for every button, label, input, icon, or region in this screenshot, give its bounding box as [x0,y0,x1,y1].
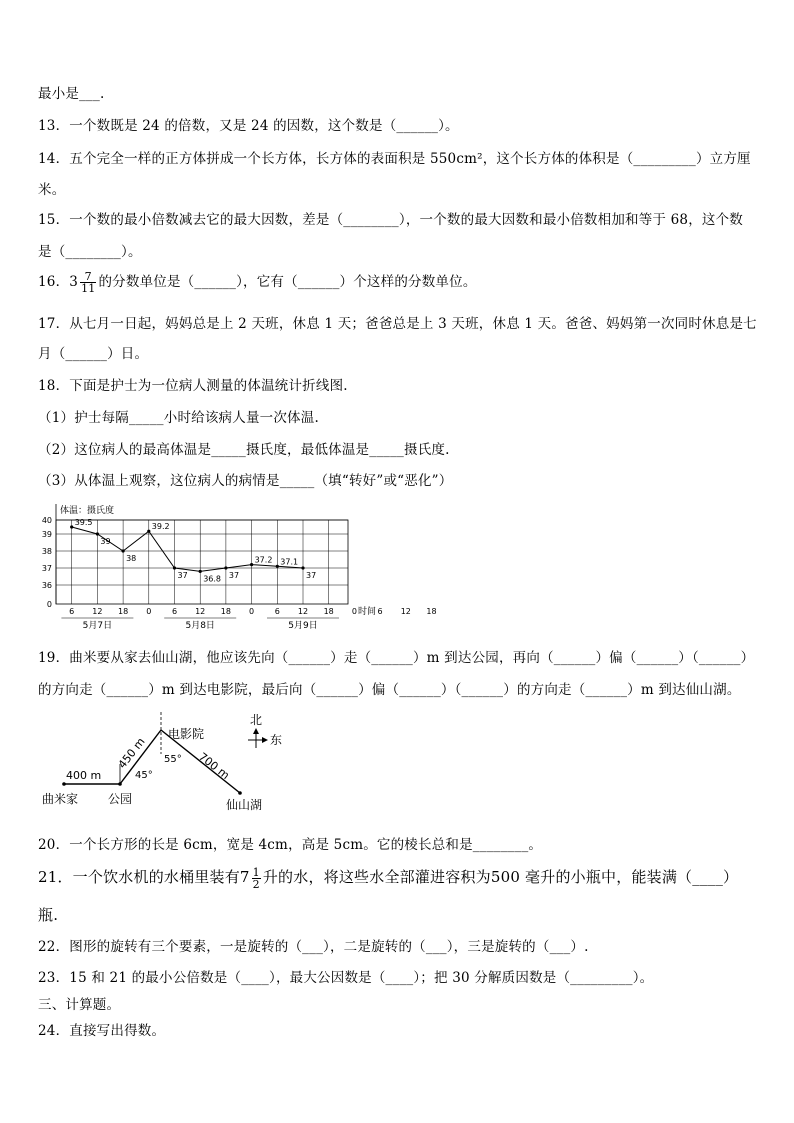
data-point [70,525,73,528]
fraction [80,271,96,294]
question-15-line2: 是（________）。 [38,244,142,260]
data-point [173,566,176,569]
label-home: 曲米家 [42,792,79,806]
x-axis-label: 时间 [358,607,377,617]
y-tick-label: 40 [41,516,52,525]
x-tick-label: 0 [249,607,255,616]
question-20: 20．一个长方形的长是 6cm，宽是 4cm，高是 5cm。它的棱长总和是________。 [38,837,543,853]
route-map-diagram [30,708,340,818]
question-19-line2: 的方向走（______）m 到达电影院，最后向（______）偏（______）（______）的方向走（______）m 到达仙山湖。 [38,682,741,698]
distance-450: 450 m [115,735,148,771]
label-cinema: 电影院 [168,727,205,741]
date-label: 5月7日 [82,621,113,631]
compass-north: 北 [250,713,263,727]
compass-icon [248,713,282,748]
park-point [118,782,122,786]
question-22: 22．图形的旋转有三个要素，一是旋转的（___），二是旋转的（___），三是旋转的（___）. [38,939,589,955]
question-23: 23．15 和 21 的最小公倍数是（____），最大公因数是（____）；把 30 分解质因数是（_________）。 [38,970,654,986]
fraction-numerator: 7 [80,271,96,283]
data-point [199,570,202,573]
lake-point [238,791,242,795]
data-point [250,563,253,566]
chart-frame [56,520,348,604]
data-label: 37.1 [280,557,299,567]
data-label: 39.2 [151,522,170,532]
data-label: 37 [177,571,188,580]
fraction-21-numerator: 1 [252,865,260,879]
question-18-part2: （2）这位病人的最高体温是_____摄氏度，最低体温是_____摄氏度. [38,442,450,458]
x-tick-label: 12 [297,607,309,616]
question-24: 24．直接写出得数。 [38,1023,166,1039]
question-21-line2: 瓶. [38,906,59,924]
question-15-line1: 15．一个数的最小倍数减去它的最大因数，差是（________），一个数的最大因数和最小倍数相加和等于 68，这个数 [38,212,743,228]
temperature-line [72,527,303,571]
question-13: 13．一个数既是 24 的倍数，又是 24 的因数，这个数是（______）。 [38,118,459,134]
x-tick-label: 6 [69,607,75,616]
question-16 [38,270,477,294]
y-tick-label: 36 [41,581,52,590]
x-tick-label: 12 [195,607,206,616]
question-16-number: 16． [38,274,70,290]
data-label: 37 [228,571,240,580]
distance-400: 400 m [66,769,102,782]
y-tick-label: 38 [41,547,52,556]
mixed-number-whole: 3 [69,274,79,290]
question-17-line2: 月（______）日。 [38,346,149,362]
question-16-text: 的分数单位是（______），它有（______）个这样的分数单位。 [98,274,477,290]
date-label: 5月9日 [288,621,318,631]
y-axis-label: 体温：摄氏度 [60,506,115,516]
home-point [62,782,66,786]
date-label: 5月8日 [185,621,215,631]
x-tick-label: 12 [400,607,411,616]
question-21-text-b: 升的水，将这些水全部灌进容积为500 毫升的小瓶中，能装满（____） [262,868,739,886]
x-tick-label: 6 [171,607,178,616]
angle-45: 45° [135,770,153,781]
data-label: 37.2 [254,555,273,565]
section-3-heading: 三、计算题。 [38,997,121,1013]
question-18-part3: （3）从体温上观察，这位病人的病情是_____（填“转好”或“恶化”） [38,473,453,489]
x-tick-label: 18 [220,607,231,616]
question-18: 18．下面是护士为一位病人测量的体温统计折线图. [38,378,348,394]
data-label: 39 [100,537,111,546]
fraction-21 [252,867,261,890]
x-tick-label: 6 [274,607,280,616]
fraction-denominator: 11 [81,282,96,295]
question-14-line1: 14．五个完全一样的正方体拼成一个长方体，长方体的表面积是 550cm²，这个长方体的体积是（_________）立方厘 [38,151,751,167]
data-label: 37 [306,571,317,580]
distance-700: 700 m [196,750,232,783]
question-18-part1: （1）护士每隔_____小时给该病人量一次体温. [38,410,319,426]
data-point [276,565,279,568]
label-lake: 仙山湖 [226,798,263,812]
data-point [301,566,304,569]
x-tick-label: 6 [377,607,383,616]
data-point [96,532,99,535]
data-label: 39.5 [74,518,93,527]
x-tick-label: 18 [323,607,334,616]
x-tick-label: 18 [118,607,129,616]
data-label: 38 [126,554,137,563]
y-tick-label: 0 [46,600,52,609]
temperature-line-chart [30,500,437,635]
line-prev-answer: 最小是___. [38,86,105,102]
angle-55: 55° [164,754,182,765]
question-14-line2: 米。 [38,182,66,198]
y-tick-label: 37 [41,564,52,573]
mixed-number-whole-21: 7 [239,868,250,886]
x-tick-label: 18 [426,607,437,616]
fraction-21-denominator: 2 [252,877,260,891]
x-tick-label: 0 [146,607,152,616]
y-tick-label: 39 [41,530,52,539]
x-tick-label: 12 [92,607,103,616]
data-label: 36.8 [203,574,222,584]
compass-east: 东 [270,733,283,747]
label-park: 公园 [108,792,133,806]
question-19-line1: 19．曲米要从家去仙山湖，他应该先向（______）走（______）m 到达公园，再向（______）偏（______）（______） [38,650,755,666]
x-tick-label: 0 [351,607,357,616]
data-point [147,530,150,533]
question-17-line1: 17．从七月一日起，妈妈总是上 2 天班，休息 1 天；爸爸总是上 3 天班，休息 1 天。爸爸、妈妈第一次同时休息是七 [38,316,757,332]
question-21-line1 [38,866,738,890]
question-21-text-a: 21．一个饮水机的水桶里装有 [38,868,240,886]
data-point [122,549,125,552]
data-point [224,566,227,569]
